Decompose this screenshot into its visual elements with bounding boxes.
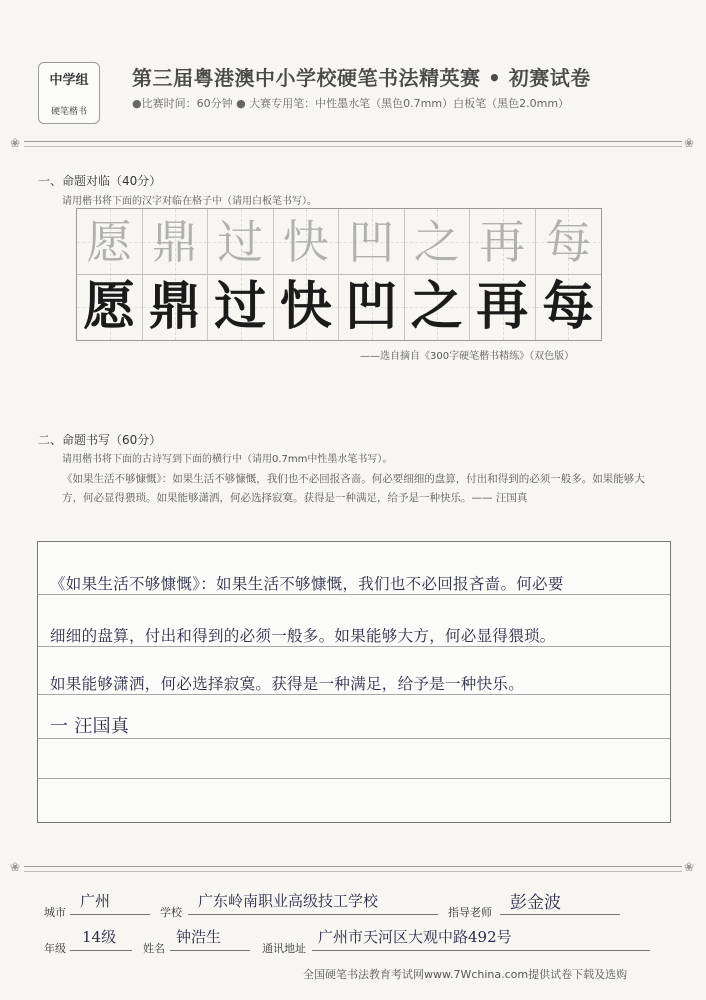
written-char: 鼎 xyxy=(148,276,201,337)
section2-instruction: 请用楷书将下面的古诗写到下面的横行中（请用0.7mm中性墨水笔书写）。 xyxy=(62,454,393,465)
copy-grid xyxy=(76,208,602,341)
swirl-left-icon: ❀ xyxy=(10,860,21,874)
grid-cell xyxy=(339,209,405,340)
grid-cell xyxy=(143,209,209,340)
written-char: 愿 xyxy=(83,276,136,337)
writing-box xyxy=(37,541,671,823)
header-divider-thin xyxy=(24,146,682,147)
grid-cell xyxy=(470,209,536,340)
grid-cell xyxy=(208,209,274,340)
school-label: 学校 xyxy=(160,906,182,919)
section2-heading: 二、命题书写（60分） xyxy=(38,433,162,447)
handwritten-line: 《如果生活不够慷慨》：如果生活不够慷慨，我们也不必回报吝啬。何必要 xyxy=(50,575,564,593)
grid-cell xyxy=(77,209,143,340)
footer-divider xyxy=(24,866,682,867)
swirl-right-icon: ❀ xyxy=(684,136,695,150)
grid-cell xyxy=(405,209,471,340)
poem-text: 《如果生活不够慷慨》：如果生活不够慷慨，我们也不必回报吝啬。何必要细细的盘算，付出和得到的必须一般多。如果能够大方，何必显得猥琐。如果能够潇洒，何必选择寂寞。获得是一种满足，给予是一种快乐。—— 汪国真 xyxy=(62,473,645,504)
model-char: 凹 xyxy=(348,215,395,269)
model-char: 之 xyxy=(413,215,460,269)
section1-instruction: 请用楷书将下面的汉字对临在格子中（请用白板笔书写）。 xyxy=(62,196,317,207)
name-value: 钟浩生 xyxy=(176,928,222,946)
city-label: 城市 xyxy=(44,906,66,919)
grid-cell xyxy=(274,209,340,340)
written-char: 之 xyxy=(410,276,463,337)
handwritten-line: 如果能够潇洒，何必选择寂寞。获得是一种满足，给予是一种快乐。 xyxy=(50,675,525,693)
address-label: 通讯地址 xyxy=(262,942,306,955)
writing-line xyxy=(38,694,670,695)
header-divider xyxy=(24,141,682,142)
written-char: 快 xyxy=(279,276,332,337)
writing-line xyxy=(38,594,670,595)
model-char: 每 xyxy=(545,215,592,269)
written-char: 再 xyxy=(476,276,529,337)
swirl-right-icon: ❀ xyxy=(684,860,695,874)
swirl-left-icon: ❀ xyxy=(10,136,21,150)
name-label: 姓名 xyxy=(143,942,165,955)
writing-line xyxy=(38,646,670,647)
grade-label: 年级 xyxy=(44,942,66,955)
footer-text: 全国硬笔书法教育考试网www.7Wchina.com提供试卷下载及选购 xyxy=(303,968,628,981)
school-value: 广东岭南职业高级技工学校 xyxy=(198,892,379,910)
writing-line xyxy=(38,778,670,779)
writing-line xyxy=(38,738,670,739)
model-char: 鼎 xyxy=(151,215,198,269)
written-char: 每 xyxy=(542,276,595,337)
footer-divider-thin xyxy=(24,871,682,872)
badge-group: 中学组 xyxy=(49,73,89,88)
written-char: 凹 xyxy=(345,276,398,337)
teacher-value: 彭金波 xyxy=(510,893,561,913)
city-value: 广州 xyxy=(80,892,111,910)
grade-value: 14级 xyxy=(82,928,117,946)
section1-heading: 一、命题对临（40分） xyxy=(38,174,162,188)
page-title: 第三届粤港澳中小学校硬笔书法精英赛 • 初赛试卷 xyxy=(132,66,591,90)
group-badge xyxy=(38,62,100,124)
address-value: 广州市天河区大观中路492号 xyxy=(318,928,512,946)
model-char: 过 xyxy=(217,215,264,269)
teacher-label: 指导老师 xyxy=(448,906,492,919)
page-subtitle: ●比赛时间：60分钟 ● 大赛专用笔：中性墨水笔（黑色0.7mm）白板笔（黑色2.0mm） xyxy=(132,97,570,110)
model-char: 愿 xyxy=(86,215,133,269)
handwritten-line: 细细的盘算，付出和得到的必须一般多。如果能够大方，何必显得猥琐。 xyxy=(50,627,556,645)
model-char: 快 xyxy=(282,215,329,269)
grid-cell xyxy=(536,209,602,340)
badge-style: 硬笔楷书 xyxy=(50,107,87,117)
written-char: 过 xyxy=(214,276,267,337)
handwritten-line: 一 汪国真 xyxy=(50,716,130,737)
source-citation: ——选自摘自《300字硬笔楷书精练》（双色版） xyxy=(360,351,575,362)
model-char: 再 xyxy=(479,215,526,269)
